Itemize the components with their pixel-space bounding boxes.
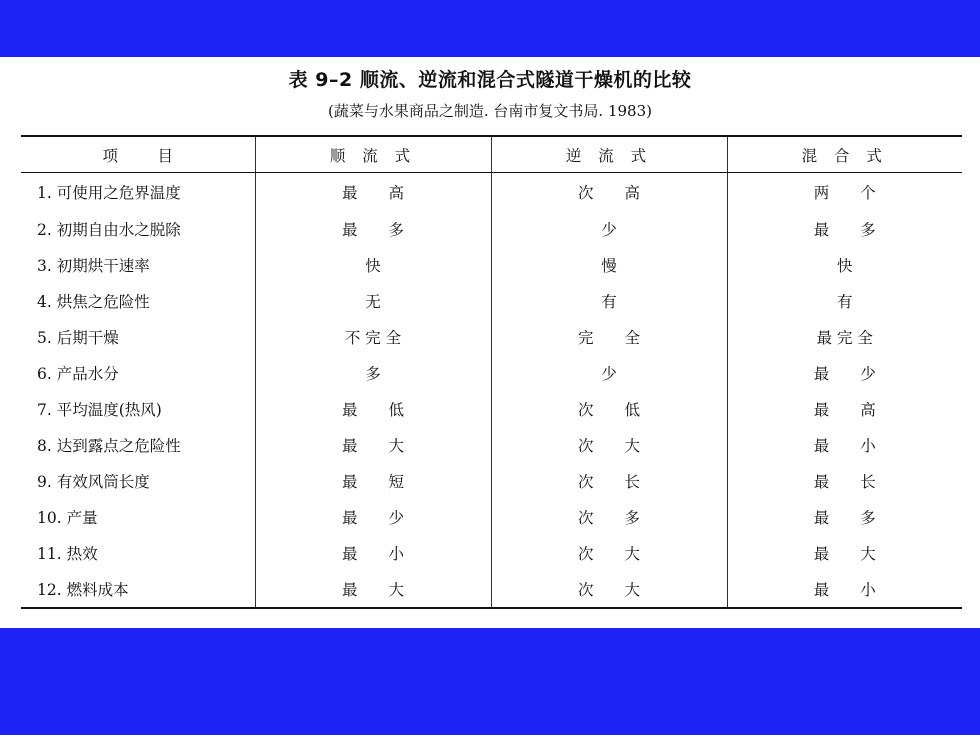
cell-counter-current: 次 大 xyxy=(491,535,727,571)
table-row xyxy=(21,283,962,319)
table-row xyxy=(21,499,962,535)
cell-co-current: 最 少 xyxy=(255,499,491,535)
cell-counter-current: 少 xyxy=(491,211,727,247)
comparison-table xyxy=(21,135,962,609)
cell-item: 5. 后期干燥 xyxy=(37,329,119,347)
cell-counter-current: 次 长 xyxy=(491,463,727,499)
cell-co-current: 最 高 xyxy=(255,173,491,212)
slide-content xyxy=(0,57,980,628)
table-row xyxy=(21,535,962,571)
bottom-blue-band xyxy=(0,628,980,735)
cell-item: 6. 产品水分 xyxy=(37,365,119,383)
cell-mixed: 最 长 xyxy=(727,463,962,499)
cell-mixed: 最 少 xyxy=(727,355,962,391)
cell-mixed: 最 多 xyxy=(727,211,962,247)
cell-item: 12. 燃料成本 xyxy=(37,581,129,599)
table-row xyxy=(21,391,962,427)
cell-counter-current: 次 低 xyxy=(491,391,727,427)
cell-counter-current: 次 高 xyxy=(491,173,727,212)
table-row xyxy=(21,173,962,212)
cell-counter-current: 慢 xyxy=(491,247,727,283)
cell-mixed: 快 xyxy=(727,247,962,283)
table-header-row xyxy=(21,136,962,173)
cell-mixed: 最 大 xyxy=(727,535,962,571)
cell-mixed: 最 多 xyxy=(727,499,962,535)
cell-mixed: 最 小 xyxy=(727,427,962,463)
cell-mixed: 最 完 全 xyxy=(727,319,962,355)
cell-item: 3. 初期烘干速率 xyxy=(37,257,150,275)
cell-co-current: 无 xyxy=(255,283,491,319)
cell-co-current: 最 大 xyxy=(255,571,491,608)
cell-item: 9. 有效风筒长度 xyxy=(37,473,150,491)
header-co-current: 顺 流 式 xyxy=(255,136,491,173)
header-item: 项 目 xyxy=(21,136,255,173)
cell-counter-current: 少 xyxy=(491,355,727,391)
cell-co-current: 最 短 xyxy=(255,463,491,499)
cell-item: 1. 可使用之危界温度 xyxy=(37,184,181,202)
cell-counter-current: 次 多 xyxy=(491,499,727,535)
table-row xyxy=(21,463,962,499)
cell-mixed: 两 个 xyxy=(727,173,962,212)
table-row xyxy=(21,427,962,463)
cell-co-current: 最 小 xyxy=(255,535,491,571)
cell-item: 8. 达到露点之危险性 xyxy=(37,437,181,455)
table-source: (蔬菜与水果商品之制造. 台南市复文书局. 1983) xyxy=(328,102,652,120)
cell-mixed: 最 高 xyxy=(727,391,962,427)
cell-co-current: 多 xyxy=(255,355,491,391)
cell-item: 11. 热效 xyxy=(37,545,98,563)
cell-counter-current: 次 大 xyxy=(491,427,727,463)
cell-co-current: 快 xyxy=(255,247,491,283)
cell-mixed: 有 xyxy=(727,283,962,319)
table-row xyxy=(21,247,962,283)
cell-mixed: 最 小 xyxy=(727,571,962,608)
cell-counter-current: 完 全 xyxy=(491,319,727,355)
top-blue-band xyxy=(0,0,980,57)
cell-item: 7. 平均温度(热风) xyxy=(37,401,162,419)
cell-counter-current: 有 xyxy=(491,283,727,319)
cell-co-current: 最 低 xyxy=(255,391,491,427)
table-row xyxy=(21,571,962,608)
table-row xyxy=(21,355,962,391)
table-title: 表 9–2 顺流、逆流和混合式隧道干燥机的比较 xyxy=(288,69,692,91)
table-row xyxy=(21,211,962,247)
table-row xyxy=(21,319,962,355)
cell-item: 2. 初期自由水之脱除 xyxy=(37,221,181,239)
cell-item: 10. 产量 xyxy=(37,509,98,527)
header-mixed: 混 合 式 xyxy=(727,136,962,173)
cell-item: 4. 烘焦之危险性 xyxy=(37,293,150,311)
cell-counter-current: 次 大 xyxy=(491,571,727,608)
cell-co-current: 不 完 全 xyxy=(255,319,491,355)
cell-co-current: 最 大 xyxy=(255,427,491,463)
header-counter-current: 逆 流 式 xyxy=(491,136,727,173)
cell-co-current: 最 多 xyxy=(255,211,491,247)
